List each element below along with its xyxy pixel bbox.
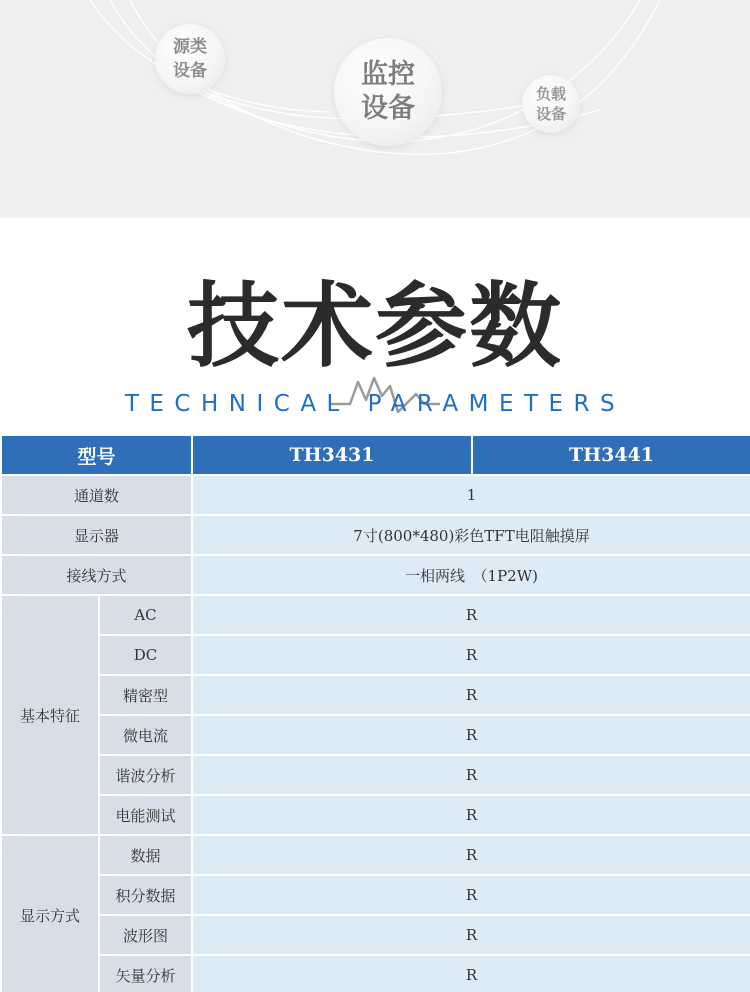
header-model-th3441: TH3441 <box>472 435 750 475</box>
row-value: R <box>192 595 750 635</box>
sub-label: 微电流 <box>99 715 192 755</box>
header-model-label: 型号 <box>1 435 192 475</box>
row-label: 通道数 <box>1 475 192 515</box>
row-value: R <box>192 635 750 675</box>
row-value: R <box>192 875 750 915</box>
bubble-text: 设备 <box>173 61 207 81</box>
group-label: 基本特征 <box>1 595 99 835</box>
spec-table <box>0 434 750 992</box>
sub-label: 精密型 <box>99 675 192 715</box>
row-value: R <box>192 835 750 875</box>
row-value: R <box>192 675 750 715</box>
row-label: 显示器 <box>1 515 192 555</box>
bubble-text: 负载 <box>535 85 566 103</box>
row-value: R <box>192 795 750 835</box>
table-row <box>1 955 750 992</box>
sub-label: 矢量分析 <box>99 955 192 992</box>
table-row <box>1 715 750 755</box>
table-row <box>1 595 750 635</box>
sub-label: 谐波分析 <box>99 755 192 795</box>
row-value: R <box>192 715 750 755</box>
table-header-row <box>1 435 750 475</box>
device-banner <box>0 0 750 218</box>
header-model-th3431: TH3431 <box>192 435 472 475</box>
bubble-text: 设备 <box>361 93 415 124</box>
row-label: 接线方式 <box>1 555 192 595</box>
table-row <box>1 835 750 875</box>
row-value: R <box>192 915 750 955</box>
group-label: 显示方式 <box>1 835 99 992</box>
table-row <box>1 755 750 795</box>
sub-label: 波形图 <box>99 915 192 955</box>
monitor-device-bubble <box>334 38 442 146</box>
table-row <box>1 515 750 555</box>
row-value: 一相两线 （1P2W) <box>192 555 750 595</box>
sub-label: 电能测试 <box>99 795 192 835</box>
table-row <box>1 795 750 835</box>
source-device-bubble <box>155 24 225 94</box>
sub-label: DC <box>99 635 192 675</box>
row-value: R <box>192 755 750 795</box>
table-row <box>1 915 750 955</box>
load-device-bubble <box>522 75 580 133</box>
table-row <box>1 635 750 675</box>
row-value: 7寸(800*480)彩色TFT电阻触摸屏 <box>192 515 750 555</box>
table-row <box>1 475 750 515</box>
bubble-text: 设备 <box>535 105 566 123</box>
section-subtitle: TECHNICAL PARAMETERS <box>124 391 626 417</box>
bubble-text: 监控 <box>361 59 415 90</box>
bubble-text: 源类 <box>173 37 207 57</box>
section-title: 技术参数 <box>186 273 563 380</box>
sub-label: 数据 <box>99 835 192 875</box>
table-row <box>1 675 750 715</box>
row-value: R <box>192 955 750 992</box>
sub-label: AC <box>99 595 192 635</box>
table-row <box>1 555 750 595</box>
sub-label: 积分数据 <box>99 875 192 915</box>
row-value: 1 <box>192 475 750 515</box>
table-row <box>1 875 750 915</box>
